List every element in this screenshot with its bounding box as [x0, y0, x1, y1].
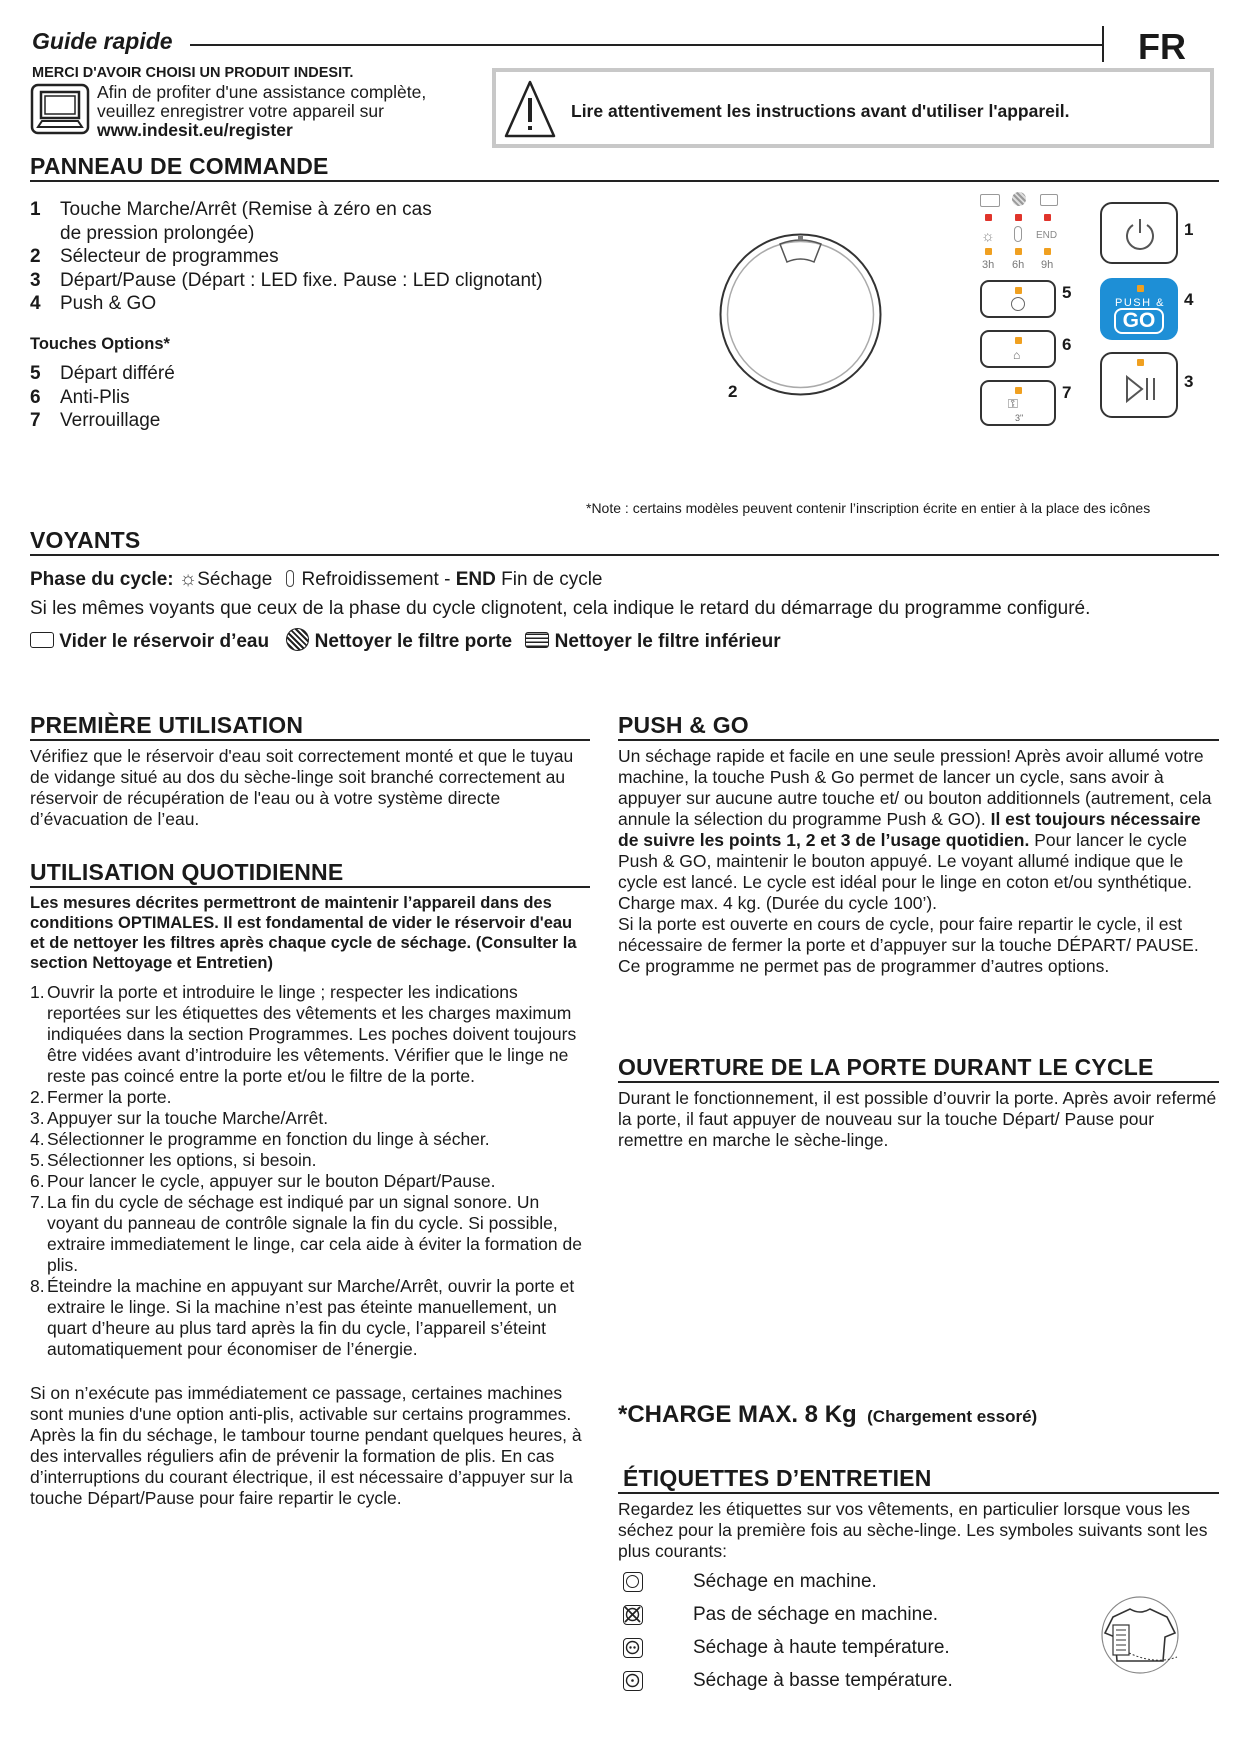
- filter-lower-icon: [1040, 194, 1058, 206]
- led: [1015, 387, 1022, 394]
- register-url[interactable]: www.indesit.eu/register: [97, 120, 293, 140]
- list-item: 8. Éteindre la machine en appuyant sur Marche/Arrêt, ouvrir la porte et extraire le linge. Si la machine n’est pas éteinte manuellement, un quart d’heure au plus tard après la fin du cycle, l’appareil s’éteint automatiquement pour économiser de l’énergie.: [30, 1276, 575, 1359]
- pushgo-rule: [618, 739, 1219, 741]
- list-item: 7. La fin du cycle de séchage est indiqué par un signal sonore. Un voyant du panneau de contrôle signale la fin du cycle. Si possible, extraire immediatement le linge, car cela aide à éviter la formation de plis.: [30, 1192, 582, 1275]
- power-icon: [1122, 216, 1158, 252]
- list-item: 3. Appuyer sur la touche Marche/Arrêt.: [30, 1108, 329, 1128]
- list-item: 4 Push & GO: [30, 293, 157, 314]
- list-item: 1. Ouvrir la porte et introduire le linge ; respecter les indications reportées sur les étiquettes des vêtements et les charges maximum indiquées dans la section Programmes. Les poches doivent toujours être vidées avant d’introduire les vêtements. Vérifier que le linge ne reste pas coincé entre la porte et/ou le filtre de la porte.: [30, 982, 577, 1086]
- care-label: Pas de séchage en machine.: [693, 1603, 939, 1625]
- end-text: Fin de cycle: [501, 569, 603, 590]
- charge-line: [618, 1401, 1037, 1429]
- tank-icon: [30, 632, 54, 648]
- panel-note: *Note : certains modèles peuvent contenir l’inscription écrite en entier à la place des icônes: [586, 500, 1151, 516]
- premiere-text: Vérifiez que le réservoir d'eau soit correctement monté et que le tuyau de vidange situé au dos du sèche-linge soit branché correctement au réservoir de récupération de l'eau ou à votre système directe d’évacuation de l’eau.: [30, 746, 574, 829]
- voyants-heading: VOYANTS: [30, 527, 141, 553]
- care-label: Séchage en machine.: [693, 1570, 877, 1592]
- sun-icon: ☼: [178, 568, 198, 590]
- tumble-dry-icon: [623, 1572, 643, 1592]
- panel-rule: [30, 180, 1219, 182]
- led: [1015, 287, 1022, 294]
- low-temp-dry-icon: [623, 1671, 643, 1691]
- end-label: END: [1036, 230, 1058, 241]
- care-label: Séchage à haute température.: [693, 1636, 950, 1658]
- label-5: 5: [1062, 283, 1072, 302]
- list-item: 1 Touche Marche/Arrêt (Remise à zéro en cas: [30, 199, 432, 220]
- play-pause-icon: [1124, 374, 1158, 404]
- label-1: 1: [1184, 220, 1194, 239]
- push-label: PUSH &: [1115, 297, 1165, 309]
- pushgo-p1: Un séchage rapide et facile en une seule pression! Après avoir allumé votre machine, la touche Push & Go permet de lancer un cycle, sans avoir à appuyer sur aucune autre touche et/ ou bouton additionnels (autrement, cela annule la sélection du programme Push & GO).: [618, 746, 1212, 829]
- power-button[interactable]: [1100, 202, 1178, 264]
- tshirt-label-icon: [1085, 1595, 1195, 1675]
- computer-icon: [30, 83, 90, 135]
- led: [1044, 214, 1051, 221]
- start-pause-button[interactable]: [1100, 352, 1178, 418]
- push-and-go-button[interactable]: [1100, 278, 1178, 340]
- shirt-icon: ⌂: [1013, 348, 1021, 362]
- premiere-heading: PREMIÈRE UTILISATION: [30, 712, 304, 738]
- led: [1044, 248, 1051, 255]
- delay-9h: 9h: [1041, 259, 1054, 271]
- list-item: [623, 1565, 953, 1598]
- quotidienne-outro: Si on n’exécute pas immédiatement ce passage, certaines machines sont munies d'une option anti-plis, activable sur certains programmes. Après la fin du séchage, le tambour tourne pendant quelques heures, à des intervalles réguliers afin de prévenir la formation de plis. En cas d’interruptions du courant électrique, il est nécessaire d’appuyer sur la touche Départ/Pause pour faire repartir le cycle.: [30, 1383, 582, 1508]
- list-item: 7 Verrouillage: [30, 410, 161, 431]
- refroid-label: Refroidissement -: [301, 569, 451, 590]
- label-2: 2: [728, 382, 738, 401]
- care-label: Séchage à basse température.: [693, 1669, 953, 1691]
- program-selector-knob[interactable]: [718, 232, 883, 397]
- filtre-porte-label: Nettoyer le filtre porte: [314, 631, 513, 652]
- delay-6h: 6h: [1012, 259, 1025, 271]
- control-panel-diagram: [700, 190, 1220, 430]
- led: [985, 214, 992, 221]
- pushgo-p3: Si la porte est ouverte en cours de cycle, pour faire repartir le cycle, il est nécessaire de fermer la porte et d’appuyer sur la touche DÉPART/ PAUSE. Ce programme ne permet pas de programmer d’autres options.: [618, 914, 1199, 976]
- header-divider: [1102, 26, 1104, 62]
- thermometer-icon: [286, 570, 294, 587]
- filter-lower-icon: [525, 632, 549, 648]
- etiquettes-text: Regardez les étiquettes sur vos vêtements, en particulier lorsque vous les séchez pour la première fois au sèche-linge. Les symboles suivants sont les plus courants:: [618, 1499, 1208, 1561]
- delay-start-button[interactable]: [980, 280, 1056, 318]
- warning-text: Lire attentivement les instructions avant d'utiliser l'appareil.: [571, 101, 1070, 121]
- delay-3h: 3h: [982, 259, 995, 271]
- vider-label: Vider le réservoir d’eau: [59, 631, 270, 652]
- pushgo-p2: Pour lancer le cycle Push & GO, maintenir le bouton appuyé. Le voyant allumé indique que le cycle est lancé. Le cycle est idéal pour le linge en coton et/ou synthétique. Charge max. 4 kg. (Durée du cycle 100’).: [618, 830, 1192, 913]
- thanks-text: MERCI D'AVOIR CHOISI UN PRODUIT INDESIT.: [32, 65, 354, 81]
- label-6: 6: [1062, 335, 1072, 354]
- panel-list: [30, 198, 590, 316]
- phase-label: Phase du cycle:: [30, 569, 174, 590]
- ouverture-heading: OUVERTURE DE LA PORTE DURANT LE CYCLE: [618, 1054, 1154, 1080]
- premiere-rule: [30, 739, 590, 741]
- filter-door-icon: [286, 628, 309, 651]
- quotidienne-intro: Les mesures décrites permettront de maintenir l’appareil dans des conditions OPTIMALES. Il est fondamental de vider le réservoir d'eau et de nettoyer les filtres après chaque cycle de séchage. (Consulter la section Nettoyage et Entretien): [30, 894, 577, 972]
- options-list: [30, 362, 330, 433]
- thermometer-icon: [1014, 226, 1022, 242]
- key-icon: ⚿: [1008, 396, 1018, 411]
- pushgo-bold: Il est toujours nécessaire de suivre les points 1, 2 et 3 de l’usage quotidien.: [618, 809, 1201, 850]
- phase-line: [30, 568, 603, 591]
- list-item: 4. Sélectionner le programme en fonction du linge à sécher.: [30, 1129, 490, 1149]
- ouverture-rule: [618, 1081, 1219, 1083]
- list-item: [623, 1598, 953, 1631]
- register-line-2: veuillez enregistrer votre appareil sur: [97, 101, 384, 121]
- led: [1137, 285, 1144, 292]
- clock-icon: [1011, 297, 1025, 311]
- warning-box: [492, 68, 1214, 148]
- list-item: 5. Sélectionner les options, si besoin.: [30, 1150, 317, 1170]
- pushgo-heading: PUSH & GO: [618, 712, 749, 738]
- high-temp-dry-icon: [623, 1638, 643, 1658]
- voyants-line-2: Si les mêmes voyants que ceux de la phase du cycle clignotent, cela indique le retard du démarrage du programme configuré.: [30, 598, 1091, 619]
- led: [1137, 359, 1144, 366]
- panel-heading: PANNEAU DE COMMANDE: [30, 153, 329, 179]
- etiquettes-rule: [618, 1492, 1219, 1494]
- led: [1015, 214, 1022, 221]
- list-item: de pression prolongée): [60, 222, 255, 244]
- label-7: 7: [1062, 383, 1072, 402]
- label-3: 3: [1184, 372, 1194, 391]
- list-item: 5 Départ différé: [30, 363, 175, 384]
- pushgo-text: [618, 746, 1219, 977]
- sun-icon: ☼: [981, 228, 995, 245]
- filtre-inf-label: Nettoyer le filtre inférieur: [554, 631, 781, 652]
- register-line-1: Afin de profiter d'une assistance complète,: [97, 82, 427, 102]
- led: [985, 248, 992, 255]
- list-item: [623, 1664, 953, 1697]
- lock-button[interactable]: [980, 380, 1056, 426]
- list-item: 2. Fermer la porte.: [30, 1087, 172, 1107]
- list-item: 6 Anti-Plis: [30, 386, 130, 408]
- page-title: Guide rapide: [32, 28, 173, 54]
- led: [1015, 248, 1022, 255]
- no-tumble-dry-icon: [623, 1605, 643, 1625]
- list-item: 2 Sélecteur de programmes: [30, 246, 279, 267]
- quotidienne-heading: UTILISATION QUOTIDIENNE: [30, 859, 344, 885]
- options-heading: Touches Options*: [30, 335, 170, 353]
- warning-icon: [504, 76, 556, 144]
- filter-door-icon: [1012, 192, 1026, 206]
- ouverture-text: Durant le fonctionnement, il est possible d’ouvrir la porte. Après avoir refermé la porte, il faut appuyer de nouveau sur la touche Départ/ Pause pour remettre en marche le sèche-linge.: [618, 1088, 1217, 1150]
- list-item: 3 Départ/Pause (Départ : LED fixe. Pause : LED clignotant): [30, 269, 543, 291]
- voyants-rule: [30, 554, 1219, 556]
- sechage-label: Séchage: [197, 569, 273, 590]
- anti-crease-button[interactable]: [980, 330, 1056, 368]
- lock-duration: 3": [1015, 413, 1024, 423]
- etiquettes-heading: ÉTIQUETTES D’ENTRETIEN: [623, 1465, 932, 1491]
- voyants-line-3: [30, 628, 781, 653]
- go-label: GO: [1114, 308, 1164, 334]
- header-rule: [190, 44, 1102, 46]
- quotidienne-rule: [30, 886, 590, 888]
- led: [1015, 337, 1022, 344]
- list-item: [623, 1631, 953, 1664]
- language-code: FR: [1138, 26, 1186, 67]
- charge-main: *CHARGE MAX. 8 Kg: [618, 1401, 857, 1428]
- tank-icon: [980, 194, 1000, 207]
- end-label: END: [455, 569, 496, 590]
- label-4: 4: [1184, 290, 1194, 309]
- quotidienne-steps: [30, 982, 592, 1360]
- care-list: [623, 1565, 953, 1697]
- list-item: 6. Pour lancer le cycle, appuyer sur le bouton Départ/Pause.: [30, 1171, 496, 1191]
- charge-sub: (Chargement essoré): [867, 1407, 1038, 1426]
